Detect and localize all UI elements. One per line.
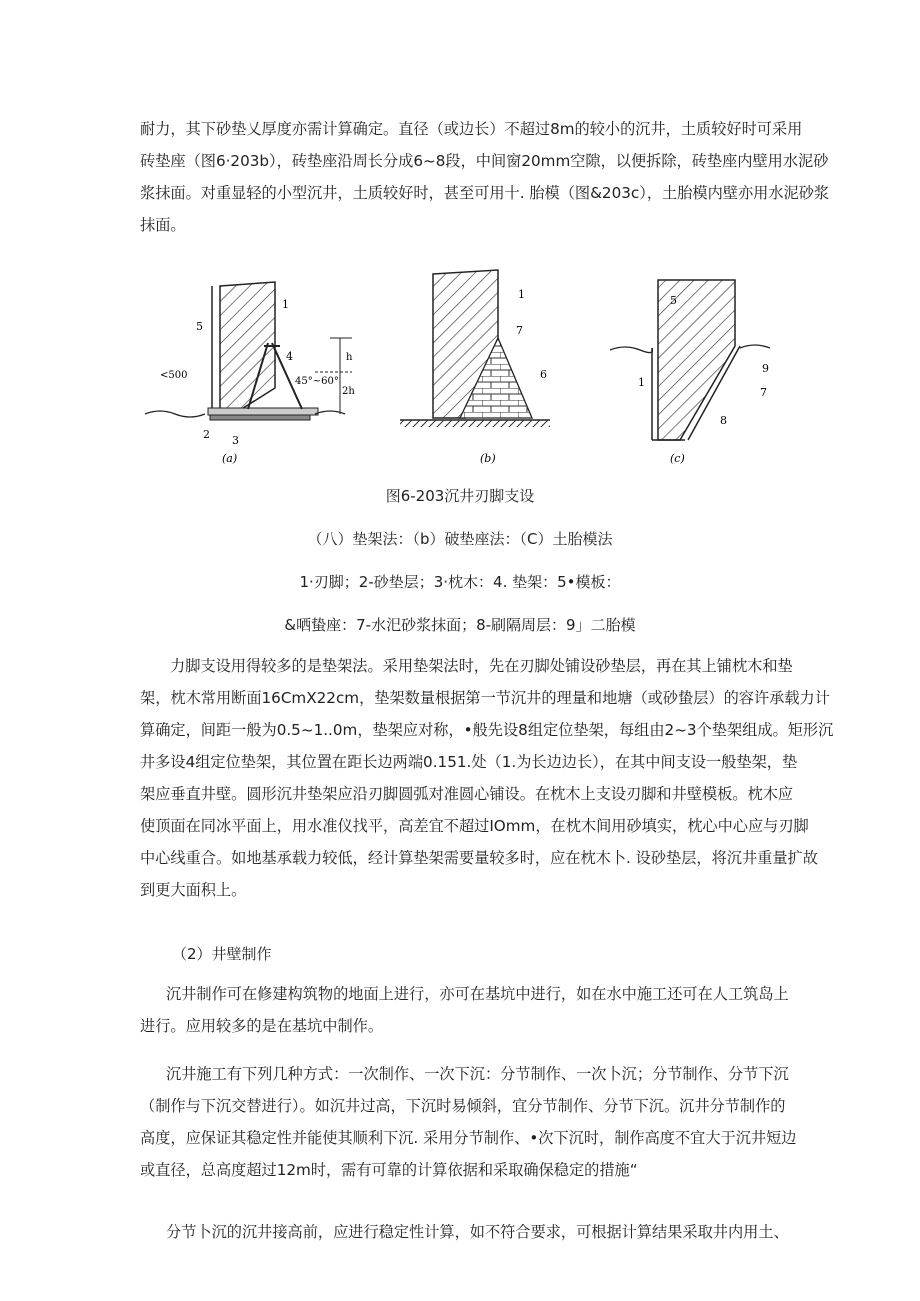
text-line: 高度，应保证其稳定性并能使其顺利下沉. 采用分节制作、•次下沉时，制作高度不宜大于沉井短边 <box>140 1129 797 1147</box>
a-label-2: 2 <box>203 428 210 441</box>
paragraph-2 <box>140 650 834 906</box>
a-dim-500: <500 <box>160 370 188 381</box>
text-line: 中心线重合。如地基承载力较低，经计算垫架需要量较多时，应在枕木卜. 设砂垫层，将沉井重量扩故 <box>140 849 818 867</box>
text-line: 浆抹面。对重显轻的小型沉井，土质较好时，甚至可用十. 胎模（图&203c），土胎模内壁亦用水泥砂浆 <box>140 184 830 202</box>
text-line: 抹面。 <box>140 216 186 234</box>
text-line: 使顶面在同冰平面上，用水准仪找平，高差宜不超过IOmm，在枕木间用砂填实，枕心中心应与刃脚 <box>140 817 809 835</box>
figure-caption-title: 图6-203沉井刃脚支设 <box>385 487 535 505</box>
a-dim-h: h <box>346 352 353 363</box>
c-sub-label: (c) <box>670 452 685 465</box>
a-label-5: 5 <box>196 320 203 333</box>
c-label-7: 7 <box>760 386 767 399</box>
a-label-3: 3 <box>232 434 239 447</box>
c-label-8: 8 <box>720 414 727 427</box>
paragraph-4 <box>140 1058 797 1186</box>
figure-drawing <box>140 268 790 468</box>
text-line: 或直径，总高度超过12m时，需有可靠的计算依据和采取确保稳定的措施“ <box>140 1161 638 1179</box>
text-line: 架，枕木常用断面16CmX22cm，垫架数量根据第一节沉井的理量和地塘（或砂蛰层）的容许承载力计 <box>140 689 830 707</box>
text-line: 沉井施工有下列几种方式：一次制作、一次下沉：分节制作、一次卜沉；分节制作、分节下沉 <box>166 1065 789 1083</box>
figure-caption-line-1: （八）垫架法：（b）破垫座法：（C）土胎模法 <box>307 530 613 548</box>
b-label-1: 1 <box>518 288 525 301</box>
text-line: 砖垫座（图6·203b），砖垫座沿周长分成6~8段，中间窗20mm空隙，以便拆除，砖垫座内壁用水泥砂 <box>140 152 829 170</box>
a-label-1: 1 <box>282 298 289 311</box>
text-line: 分节卜沉的沉井接高前，应进行稳定性计算，如不符合要求，可根据计算结果采取井内用土、 <box>166 1223 789 1241</box>
text-line: 进行。应用较多的是在基坑中制作。 <box>140 1017 383 1035</box>
figure-caption-line-2: 1·刃脚；2-砂垫层；3·枕木：4. 垫架：5•模板： <box>299 573 621 591</box>
paragraph-1 <box>140 113 830 241</box>
c-label-1: 1 <box>638 376 645 389</box>
c-label-5: 5 <box>670 294 677 307</box>
c-label-9: 9 <box>762 362 769 375</box>
text-line: （制作与下沉交替进行）。如沉井过高，下沉时易倾斜，宜分节制作、分节下沉。沉井分节制作的 <box>140 1097 786 1115</box>
paragraph-5 <box>140 1216 790 1248</box>
figure-caption-line-3: &哂蛰座：7-水汜砂浆抹面；8-刷隔周层：9」二胎模 <box>284 616 636 634</box>
a-dim-angle: 45°~60° <box>295 376 339 387</box>
text-line: 力脚支设用得较多的是垫架法。采用垫架法时，先在刃脚处铺设砂垫层，再在其上铺枕木和垫 <box>170 657 793 675</box>
a-sub-label: (a) <box>222 452 238 465</box>
a-dim-2h: 2h <box>342 386 355 397</box>
text-line: 算确定，间距一般为0.5~1..0m，垫架应对称，•般先设8组定位垫架，每组由2~3个垫架组成。矩形沉 <box>140 721 834 739</box>
section-heading: （2）井壁制作 <box>172 945 272 963</box>
subfigure-a <box>145 282 355 465</box>
paragraph-3 <box>140 978 790 1042</box>
b-sub-label: (b) <box>480 452 496 465</box>
text-line: 沉井制作可在修建构筑物的地面上进行，亦可在基坑中进行，如在水中施工还可在人工筑岛上 <box>166 985 789 1003</box>
figure-sinking-well-blade-support <box>140 268 790 468</box>
text-line: 井多设4组定位垫架，其位置在距长边两端0.151.处（1.为长边边长），在其中间支设一般垫架，垫 <box>140 753 798 771</box>
b-label-7: 7 <box>516 324 523 337</box>
a-label-4: 4 <box>286 350 293 363</box>
b-label-6: 6 <box>540 368 547 381</box>
text-line: 耐力，其下砂垫乂厚度亦需计算确定。直径（或边长）不超过8m的较小的沉井，土质较好时可采用 <box>140 120 803 138</box>
text-line: 架应垂直井壁。圆形沉井垫架应沿刃脚圆弧对准圆心铺设。在枕木上支设刃脚和井壁模板。枕木应 <box>140 785 794 803</box>
subfigure-b <box>400 270 550 465</box>
subfigure-c <box>610 280 770 465</box>
text-line: 到更大面积上。 <box>140 881 247 899</box>
